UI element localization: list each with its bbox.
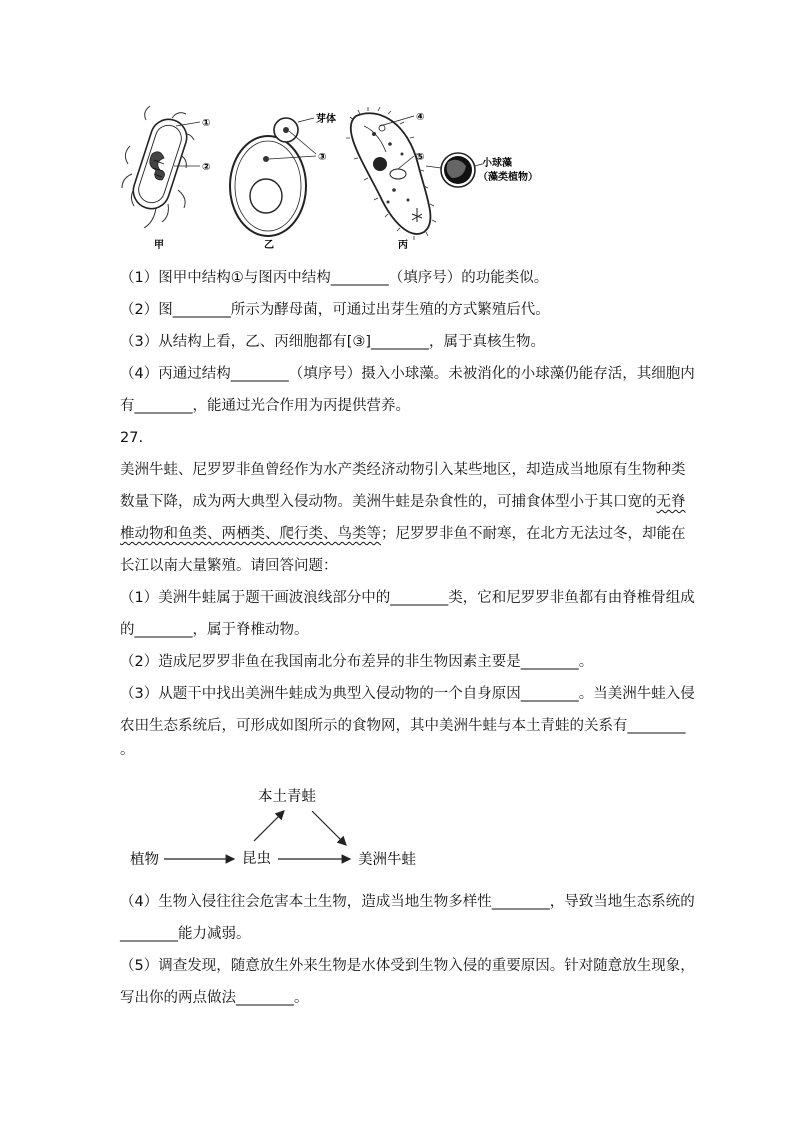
q27-item-3b: 农田生态系统后，可形成如图所示的食物网，其中美洲牛蛙与本土青蛙的关系有________ — [120, 718, 686, 734]
q27-number: 27. — [120, 430, 144, 446]
node-native-frog: 本土青蛙 — [258, 789, 316, 805]
q27-item-1b: 的________，属于脊椎动物。 — [120, 622, 309, 638]
bacterium-cell — [122, 106, 200, 228]
yeast-cell — [230, 118, 316, 236]
q27-item-3a: （3）从题干中找出美洲牛蛙成为典型入侵动物的一个自身原因________。当美洲牛蛙入侵 — [120, 686, 695, 702]
paramecium-cell — [346, 107, 436, 240]
wavy-underline-text-cont: 椎动物和鱼类、两栖类、爬行类、鸟类等 — [120, 526, 381, 542]
food-web-diagram — [118, 775, 458, 885]
q26-item-1: （1）图甲中结构①与图丙中结构________（填序号）的功能类似。 — [120, 270, 549, 286]
wavy-underline-text: 无脊 — [656, 494, 686, 510]
arrow-frog-bullfrog — [312, 811, 346, 845]
q27-item-1a: （1）美洲牛蛙属于题干画波浪线部分中的________类，它和尼罗罗非鱼都有由脊椎骨组成 — [120, 590, 695, 606]
cell-diagram — [118, 104, 538, 254]
arrow-insect-frog — [254, 811, 284, 841]
node-bullfrog: 美洲牛蛙 — [358, 852, 416, 868]
label-algae-type: （藻类植物） — [478, 172, 538, 183]
q27-item-2: （2）造成尼罗罗非鱼在我国南北分布差异的非生物因素主要是________。 — [120, 654, 594, 670]
q27-stem-line-4: 长江以南大量繁殖。请回答问题： — [120, 558, 338, 574]
q27-stem-text-cont: ；尼罗罗非鱼不耐寒，在北方无法过冬，却能在 — [381, 526, 686, 542]
q26-item-4a: （4）丙通过结构________（填序号）摄入小球藻。未被消化的小球藻仍能存活，其细胞内 — [120, 366, 695, 382]
q26-item-2: （2）图________所示为酵母菌，可通过出芽生殖的方式繁殖后代。 — [120, 302, 550, 318]
label-bing: 丙 — [398, 240, 408, 251]
label-bud: 芽体 — [316, 114, 336, 125]
label-1: ① — [202, 118, 211, 129]
label-yi: 乙 — [264, 240, 274, 251]
q27-stem-text: 数量下降，成为两大典型入侵动物。美洲牛蛙是杂食性的，可捕食体型小于其口宽的 — [120, 494, 657, 510]
node-insect: 昆虫 — [242, 851, 271, 867]
q26-item-3: （3）从结构上看，乙、丙细胞都有[③]________，属于真核生物。 — [120, 334, 546, 350]
label-3: ③ — [318, 152, 327, 163]
chlorella-inset — [426, 153, 482, 187]
q27-stem-line-3 — [120, 524, 686, 544]
q27-stem-line-1: 美洲牛蛙、尼罗罗非鱼曾经作为水产类经济动物引入某些地区，却造成当地原有生物种类 — [120, 462, 686, 478]
q27-stem-line-2 — [120, 492, 686, 512]
label-jia: 甲 — [154, 240, 164, 251]
q26-item-4b: 有________，能通过光合作用为丙提供营养。 — [120, 398, 410, 414]
q27-item-4b: ________能力减弱。 — [120, 926, 251, 942]
q27-item-5a: （5）调查发现，随意放生外来生物是水体受到生物入侵的重要原因。针对随意放生现象， — [120, 958, 695, 974]
label-2: ② — [202, 162, 211, 173]
label-4: ④ — [416, 112, 425, 123]
q27-item-5b: 写出你的两点做法________。 — [120, 990, 309, 1006]
label-5: ⑤ — [416, 152, 425, 163]
q27-item-3c: 。 — [120, 742, 135, 758]
node-plant: 植物 — [130, 852, 159, 868]
q27-item-4a: （4）生物入侵往往会危害本土生物，造成当地生物多样性________，导致当地生态系统的 — [120, 894, 695, 910]
label-algae: 小球藻 — [482, 158, 512, 169]
